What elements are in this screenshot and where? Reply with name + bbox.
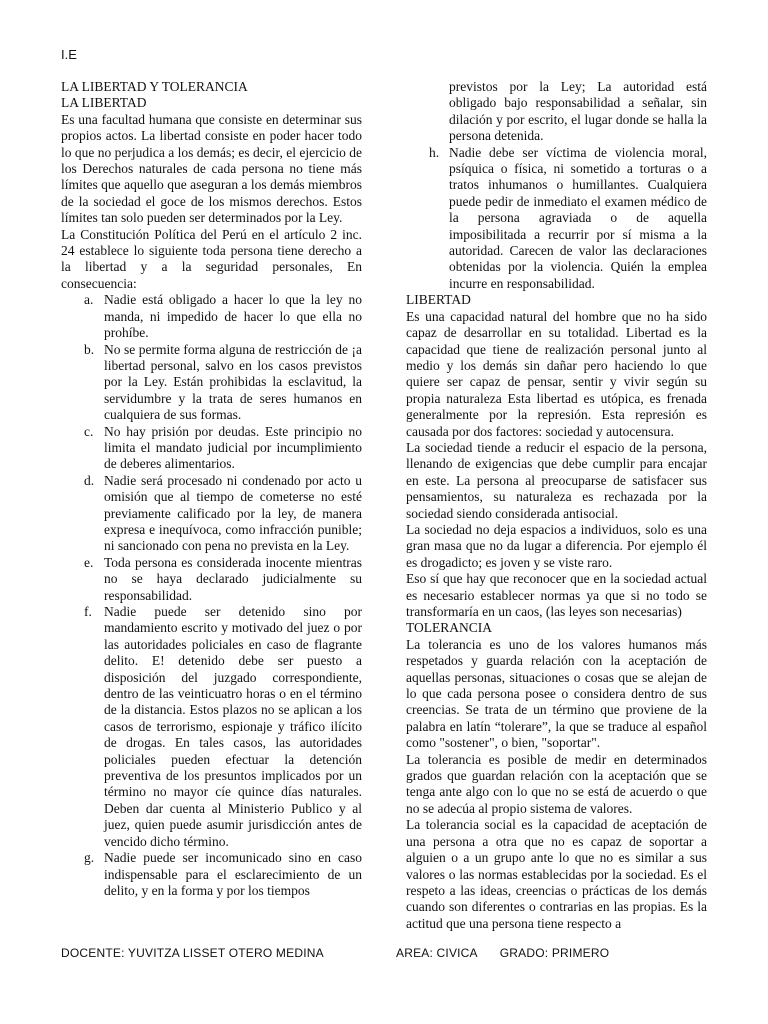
list-item	[61, 850, 362, 899]
main-title: LA LIBERTAD Y TOLERANCIA	[61, 79, 248, 94]
footer-grade: GRADO: PRIMERO	[499, 946, 610, 960]
list-item	[61, 292, 362, 341]
list-marker: e.	[84, 554, 94, 570]
section-title-la-libertad: LA LIBERTAD	[61, 95, 147, 111]
list-marker: g.	[84, 850, 95, 866]
list-item	[406, 145, 707, 293]
paragraph: La sociedad no deja espacios a individuos, solo es una gran masa que no da lugar a diferencia. Por ejemplo él es drogadicto; es joven y se viste raro.	[406, 521, 707, 570]
list-marker: h.	[429, 144, 440, 160]
list-item	[61, 342, 362, 424]
section-title-tolerancia: TOLERANCIA	[406, 620, 492, 636]
list-item-text: No se permite forma alguna de restricción de ¡a libertad personal, salvo en los casos previstos por la Ley. Están prohibidas la esclavitud, la servidumbre y la trata de seres humanos en cualquiera de sus formas.	[104, 341, 362, 423]
footer-course-info	[396, 946, 609, 960]
list-marker: a.	[84, 292, 94, 308]
paragraph: La tolerancia es posible de medir en determinados grados que guardan relación con la aceptación que se tenga ante algo con lo que no se está de acuerdo o que no se adecúa al propio sistema de valores.	[406, 751, 707, 816]
section-title-libertad: LIBERTAD	[406, 292, 471, 308]
paragraph: Eso sí que hay que reconocer que en la sociedad actual es necesario establecer normas ya que si no todo se transformaría en un caos, (las leyes son necesarias)	[406, 571, 707, 619]
footer-teacher: DOCENTE: YUVITZA LISSET OTERO MEDINA	[61, 946, 324, 960]
list-marker: c.	[84, 423, 94, 439]
list-marker: d.	[84, 472, 95, 488]
rights-list	[61, 292, 362, 899]
list-item	[61, 473, 362, 555]
left-column	[61, 79, 362, 899]
paragraph: La tolerancia social es la capacidad de aceptación de una persona a otra que no es capaz de soportar a alguien o a un grupo ante lo que no es similar a sus valores o las normas establecidas por la sociedad. Es el respeto a las ideas, creencias o prácticas de los demás cuando son diferentes o contrarias en las propias. Es la actitud que una persona tiene respecto a	[406, 817, 707, 931]
list-marker: f.	[84, 604, 92, 619]
right-column	[406, 79, 707, 932]
list-item-text: Nadie será procesado ni condenado por acto u omisión que al tiempo de cometerse no esté previamente calificado por la ley, de manera expresa e inequívoca, como infracción punible; ni sancionado con pena no prevista en la Ley.	[104, 472, 362, 554]
footer-area: AREA: CIVICA	[396, 946, 478, 960]
list-item-text: Nadie debe ser víctima de violencia moral, psíquica o física, ni sometido a torturas o a tratos inhumanos o humillantes. Cualquiera puede pedir de inmediato el examen médico de la persona agraviada o de aquella imposibilitada a recurrir por sí misma a la autoridad. Carecen de valor las declaraciones obtenidas por la violencia. Quién la emplea incurre en responsabilidad.	[449, 144, 707, 291]
list-item	[61, 555, 362, 604]
paragraph: Es una facultad humana que consiste en determinar sus propios actos. La libertad consiste en poder hacer todo lo que no perjudica a los demás; es decir, el ejercicio de los Derechos naturales de cada persona no tiene más límites que aquello que aseguran a los demás miembros de la sociedad el goce de los mismos derechos. Estos límites tan solo pueden ser determinados por la Ley.	[61, 111, 362, 226]
paragraph: Es una capacidad natural del hombre que no ha sido capaz de desarrollar en su totalidad. Libertad es la capacidad que tiene de realización personal junto al medio y los demás sin dañar pero haciendo lo que quiere ser capaz de pensar, sentir y vivir según su propia naturaleza Esta libertad es utópica, es frenada generalmente por la represión. Esta represión es causada por dos factores: sociedad y autocensura.	[406, 308, 707, 439]
list-item-text: Nadie puede ser detenido sino por mandamiento escrito y motivado del juez o por las autoridades policiales en caso de flagrante delito. E! detenido debe ser puesto a disposición del juzgado correspondiente, dentro de las veinticuatro horas o en el término de la distancia. Estos plazos no se aplican a los casos de terrorismo, espionaje y tráfico ilícito de drogas. En tales casos, las autoridades policiales pueden efectuar la detención preventiva de los presuntos implicados por un término no mayor cíe quince días naturales. Deben dar cuenta al Ministerio Publico y al juez, quien puede asumir jurisdicción antes de vencido dicho término.	[104, 604, 362, 849]
list-item	[61, 424, 362, 473]
list-item-continuation: previstos por la Ley; La autoridad está obligado bajo responsabilidad a señalar, sin dilación y por escrito, el lugar donde se halla la persona detenida.	[449, 79, 707, 144]
list-item	[61, 604, 362, 850]
header-institution: I.E	[61, 47, 77, 62]
list-item-text: Nadie está obligado a hacer lo que la ley no manda, ni impedido de hacer lo que ella no prohíbe.	[104, 292, 362, 341]
list-item-text: Nadie puede ser incomunicado sino en caso indispensable para el esclarecimiento de un delito, y en la forma y por los tiempos	[104, 850, 362, 898]
list-marker: b.	[84, 341, 95, 357]
paragraph: La sociedad tiende a reducir el espacio de la persona, llenando de exigencias que debe cumplir para encajar en este. La persona al preocuparse de satisfacer sus pensamientos, su naturaleza es rechazada por la sociedad siendo considerada antisocial.	[406, 439, 707, 521]
list-item-text: Toda persona es considerada inocente mientras no se haya declarado judicialmente su responsabilidad.	[104, 554, 362, 603]
rights-list-continued	[406, 145, 707, 293]
list-item-text: No hay prisión por deudas. Este principio no limita el mandato judicial por incumplimiento de deberes alimentarios.	[104, 423, 362, 472]
paragraph: La Constitución Política del Perú en el artículo 2 inc. 24 establece lo siguiente toda persona tiene derecho a la libertad y a la seguridad personales, En consecuencia:	[61, 226, 362, 291]
paragraph: La tolerancia es uno de los valores humanos más respetados y guarda relación con la aceptación de aquellas personas, situaciones o cosas que se alejan de lo que cada persona posee o considera dentro de sus creencias. Se trata de un término que proviene de la palabra en latín “tolerare”, la que se traduce al español como "sostener", o bien, "soportar".	[406, 636, 707, 751]
